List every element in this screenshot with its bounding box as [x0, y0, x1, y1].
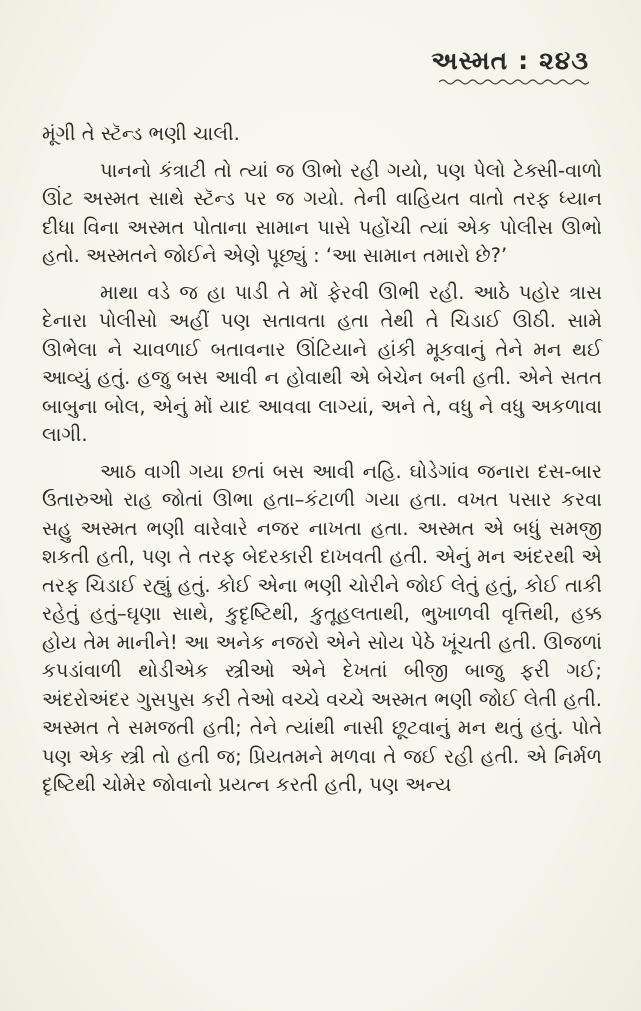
page-number: ૨૪૩: [539, 46, 589, 75]
paragraph: પાનનો કંત્રાટી તો ત્યાં જ ઊભો રહી ગયો, પણ પેલો ટેક્સી-વાળો ઊંટ અસ્મત સાથે સ્ટૅન્ડ પર જ ગયો. તેની વાહિયત વાતો તરફ ધ્યાન દીધા વિના અસ્મત પોતાના સામાન પાસે પહોંચી ત્યાં એક પોલીસ ઊભો હતો. અસ્મતને જોઈને એણે પૂછ્યું : ‘આ સામાન તમારો છે?’: [42, 158, 602, 267]
header-line: [431, 46, 589, 76]
header-flourish-ornament: [439, 78, 589, 86]
body-text: [42, 120, 602, 808]
header-separator: :: [518, 46, 530, 75]
paragraph: આઠ વાગી ગયા છતાં બસ આવી નહિ. ઘોડેગાંવ જનારા દસ-બાર ઉતારુઓ રાહ જોતાં ઊભા હતા–કંટાળી ગયા હતા. વખત પસાર કરવા સહુ અસ્મત ભણી વારેવારે નજર નાખતા હતા. અસ્મત એ બધું સમજી શકતી હતી, પણ તે તરફ બેદરકારી દાખવતી હતી. એનું મન અંદરથી એ તરફ ચિડાઈ રહ્યું હતું. કોઈ એના ભણી ચોરીને જોઈ લેતું હતું, કોઈ તાકી રહેતું હતું–ઘૃણા સાથે, કુદૃષ્ટિથી, કુતૂહલતાથી, ભુખાળવી વૃત્તિથી, હક્ક હોય તેમ માનીને! આ અનેક નજરો એને સોય પેઠે ખૂંચતી હતી. ઊજળાં કપડાંવાળી થોડીએક સ્ત્રીઓ એને દેખતાં બીજી બાજુ ફરી ગઈ; અંદરોઅંદર ગુસપુસ કરી તેઓ વચ્ચે વચ્ચે અસ્મત ભણી જોઈ લેતી હતી. અસ્મત તે સમજતી હતી; તેને ત્યાંથી નાસી છૂટવાનું મન થતું હતું. પોતે પણ એક સ્ત્રી તો હતી જ; પ્રિયતમને મળવા તે જઈ રહી હતી. એ નિર્મળ દૃષ્ટિથી ચોમેર જોવાનો પ્રયત્ન કરતી હતી, પણ અન્ય: [42, 459, 602, 796]
paragraph: મૂંગી તે સ્ટૅન્ડ ભણી ચાલી.: [42, 122, 240, 145]
running-header: [431, 46, 589, 86]
paragraph: માથા વડે જ હા પાડી તે મોં ફેરવી ઊભી રહી. આઠે પહોર ત્રાસ દેનારા પોલીસો અહીં પણ સતાવતા હતા તેથી તે ચિડાઈ ઊઠી. સામે ઊભેલા ને ચાવળાઈ બતાવનાર ઊંટિયાને હાંકી મૂકવાનું તેને મન થઈ આવ્યું હતું. હજુ બસ આવી ન હોવાથી એ બેચેન બની હતી. એને સતત બાબુના બોલ, એનું મોં યાદ આવવા લાગ્યાં, અને તે, વધુ ને વધુ અકળાવા લાગી.: [42, 280, 602, 446]
running-title: અસ્મત: [431, 46, 509, 75]
